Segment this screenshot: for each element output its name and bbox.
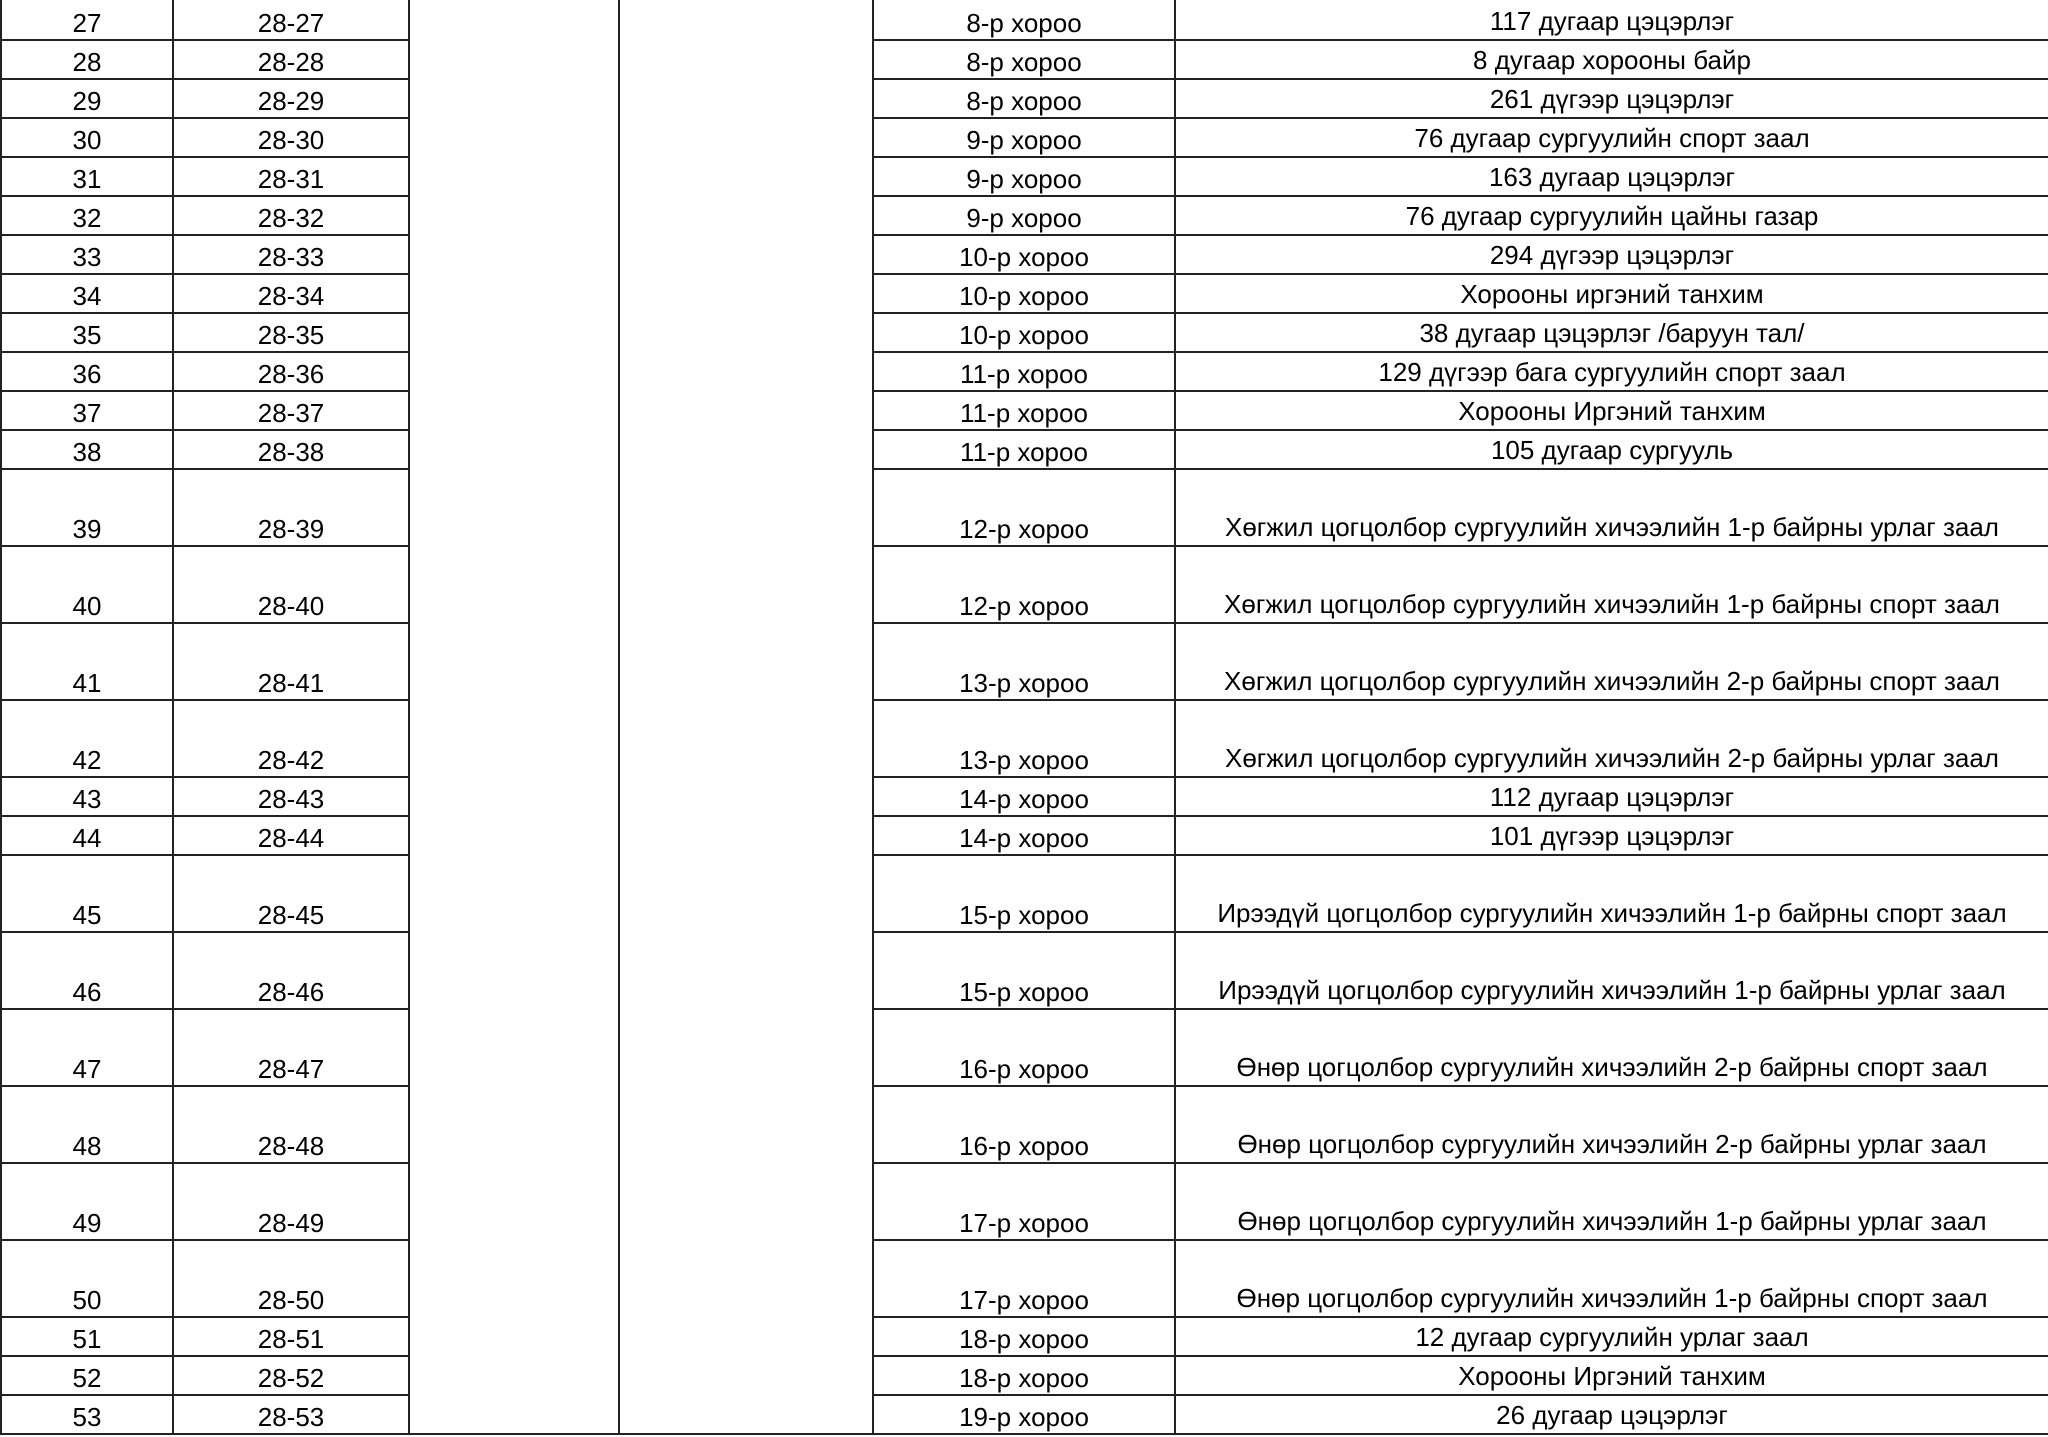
khoroo-cell: 8-р хороо bbox=[873, 40, 1175, 79]
khoroo-cell: 13-р хороо bbox=[873, 700, 1175, 777]
khoroo-cell: 18-р хороо bbox=[873, 1356, 1175, 1395]
location-cell: 101 дүгээр цэцэрлэг bbox=[1175, 816, 2048, 855]
khoroo-cell: 19-р хороо bbox=[873, 1395, 1175, 1434]
station-code-cell: 28-47 bbox=[173, 1009, 409, 1086]
station-code-cell: 28-44 bbox=[173, 816, 409, 855]
khoroo-cell: 17-р хороо bbox=[873, 1163, 1175, 1240]
empty-cell bbox=[409, 235, 619, 274]
station-code-cell: 28-46 bbox=[173, 932, 409, 1009]
location-cell: Өнөр цогцолбор сургуулийн хичээлийн 2-р байрны урлаг заал bbox=[1175, 1086, 2048, 1163]
table-row bbox=[1, 274, 2048, 313]
station-code-cell: 28-36 bbox=[173, 352, 409, 391]
row-number-cell: 51 bbox=[1, 1317, 173, 1356]
row-number-cell: 40 bbox=[1, 546, 173, 623]
khoroo-cell: 8-р хороо bbox=[873, 79, 1175, 118]
station-code-cell: 28-33 bbox=[173, 235, 409, 274]
station-code-cell: 28-27 bbox=[173, 0, 409, 40]
station-code-cell: 28-42 bbox=[173, 700, 409, 777]
table-row bbox=[1, 196, 2048, 235]
empty-cell bbox=[409, 274, 619, 313]
empty-cell bbox=[409, 1240, 619, 1317]
empty-cell bbox=[409, 118, 619, 157]
empty-cell bbox=[619, 1009, 873, 1086]
row-number-cell: 29 bbox=[1, 79, 173, 118]
row-number-cell: 36 bbox=[1, 352, 173, 391]
empty-cell bbox=[409, 1317, 619, 1356]
empty-cell bbox=[619, 235, 873, 274]
row-number-cell: 33 bbox=[1, 235, 173, 274]
empty-cell bbox=[619, 623, 873, 700]
empty-cell bbox=[619, 932, 873, 1009]
location-cell: Өнөр цогцолбор сургуулийн хичээлийн 1-р байрны спорт заал bbox=[1175, 1240, 2048, 1317]
empty-cell bbox=[619, 40, 873, 79]
row-number-cell: 48 bbox=[1, 1086, 173, 1163]
empty-cell bbox=[409, 932, 619, 1009]
table-row bbox=[1, 1009, 2048, 1086]
empty-cell bbox=[409, 157, 619, 196]
table-row bbox=[1, 777, 2048, 816]
empty-cell bbox=[619, 79, 873, 118]
empty-cell bbox=[409, 700, 619, 777]
khoroo-cell: 8-р хороо bbox=[873, 0, 1175, 40]
table-row bbox=[1, 1395, 2048, 1434]
row-number-cell: 42 bbox=[1, 700, 173, 777]
table-row bbox=[1, 1356, 2048, 1395]
station-code-cell: 28-39 bbox=[173, 469, 409, 546]
empty-cell bbox=[409, 1163, 619, 1240]
empty-cell bbox=[619, 1163, 873, 1240]
empty-cell bbox=[619, 1317, 873, 1356]
khoroo-cell: 12-р хороо bbox=[873, 546, 1175, 623]
empty-cell bbox=[619, 469, 873, 546]
row-number-cell: 28 bbox=[1, 40, 173, 79]
empty-cell bbox=[409, 430, 619, 469]
location-cell: 163 дугаар цэцэрлэг bbox=[1175, 157, 2048, 196]
station-code-cell: 28-45 bbox=[173, 855, 409, 932]
location-cell: Ирээдүй цогцолбор сургуулийн хичээлийн 1-р байрны спорт заал bbox=[1175, 855, 2048, 932]
empty-cell bbox=[409, 777, 619, 816]
table-row bbox=[1, 235, 2048, 274]
row-number-cell: 45 bbox=[1, 855, 173, 932]
location-cell: 8 дугаар хорооны байр bbox=[1175, 40, 2048, 79]
station-code-cell: 28-40 bbox=[173, 546, 409, 623]
location-cell: 76 дугаар сургуулийн цайны газар bbox=[1175, 196, 2048, 235]
empty-cell bbox=[409, 313, 619, 352]
location-cell: Өнөр цогцолбор сургуулийн хичээлийн 2-р байрны спорт заал bbox=[1175, 1009, 2048, 1086]
station-code-cell: 28-49 bbox=[173, 1163, 409, 1240]
table-row bbox=[1, 816, 2048, 855]
table-row bbox=[1, 391, 2048, 430]
table-body bbox=[1, 0, 2048, 1434]
row-number-cell: 34 bbox=[1, 274, 173, 313]
station-code-cell: 28-28 bbox=[173, 40, 409, 79]
khoroo-cell: 11-р хороо bbox=[873, 430, 1175, 469]
row-number-cell: 35 bbox=[1, 313, 173, 352]
row-number-cell: 31 bbox=[1, 157, 173, 196]
khoroo-cell: 11-р хороо bbox=[873, 391, 1175, 430]
table-row bbox=[1, 546, 2048, 623]
empty-cell bbox=[409, 855, 619, 932]
empty-cell bbox=[409, 546, 619, 623]
station-code-cell: 28-32 bbox=[173, 196, 409, 235]
table-row bbox=[1, 1086, 2048, 1163]
khoroo-cell: 12-р хороо bbox=[873, 469, 1175, 546]
khoroo-cell: 10-р хороо bbox=[873, 235, 1175, 274]
table-row bbox=[1, 352, 2048, 391]
empty-cell bbox=[619, 546, 873, 623]
khoroo-cell: 14-р хороо bbox=[873, 777, 1175, 816]
location-cell: 105 дугаар сургууль bbox=[1175, 430, 2048, 469]
empty-cell bbox=[619, 196, 873, 235]
empty-cell bbox=[409, 469, 619, 546]
khoroo-cell: 14-р хороо bbox=[873, 816, 1175, 855]
table-row bbox=[1, 1317, 2048, 1356]
empty-cell bbox=[409, 40, 619, 79]
empty-cell bbox=[619, 1356, 873, 1395]
empty-cell bbox=[409, 196, 619, 235]
khoroo-cell: 17-р хороо bbox=[873, 1240, 1175, 1317]
row-number-cell: 39 bbox=[1, 469, 173, 546]
empty-cell bbox=[619, 118, 873, 157]
location-cell: 12 дугаар сургуулийн урлаг заал bbox=[1175, 1317, 2048, 1356]
table-row bbox=[1, 1163, 2048, 1240]
location-cell: Ирээдүй цогцолбор сургуулийн хичээлийн 1-р байрны урлаг заал bbox=[1175, 932, 2048, 1009]
khoroo-cell: 9-р хороо bbox=[873, 196, 1175, 235]
empty-cell bbox=[619, 352, 873, 391]
row-number-cell: 38 bbox=[1, 430, 173, 469]
khoroo-cell: 15-р хороо bbox=[873, 855, 1175, 932]
table-row bbox=[1, 469, 2048, 546]
location-cell: 261 дүгээр цэцэрлэг bbox=[1175, 79, 2048, 118]
empty-cell bbox=[409, 79, 619, 118]
location-cell: 26 дугаар цэцэрлэг bbox=[1175, 1395, 2048, 1434]
row-number-cell: 52 bbox=[1, 1356, 173, 1395]
empty-cell bbox=[619, 700, 873, 777]
station-code-cell: 28-52 bbox=[173, 1356, 409, 1395]
row-number-cell: 44 bbox=[1, 816, 173, 855]
row-number-cell: 27 bbox=[1, 0, 173, 40]
table-row bbox=[1, 118, 2048, 157]
empty-cell bbox=[409, 1395, 619, 1434]
empty-cell bbox=[409, 352, 619, 391]
empty-cell bbox=[619, 816, 873, 855]
station-code-cell: 28-31 bbox=[173, 157, 409, 196]
khoroo-cell: 15-р хороо bbox=[873, 932, 1175, 1009]
table-row bbox=[1, 932, 2048, 1009]
station-code-cell: 28-53 bbox=[173, 1395, 409, 1434]
khoroo-cell: 10-р хороо bbox=[873, 313, 1175, 352]
station-code-cell: 28-29 bbox=[173, 79, 409, 118]
khoroo-cell: 9-р хороо bbox=[873, 157, 1175, 196]
location-cell: Өнөр цогцолбор сургуулийн хичээлийн 1-р байрны урлаг заал bbox=[1175, 1163, 2048, 1240]
empty-cell bbox=[619, 855, 873, 932]
station-code-cell: 28-51 bbox=[173, 1317, 409, 1356]
table-row bbox=[1, 430, 2048, 469]
station-code-cell: 28-43 bbox=[173, 777, 409, 816]
location-cell: 76 дугаар сургуулийн спорт заал bbox=[1175, 118, 2048, 157]
station-code-cell: 28-34 bbox=[173, 274, 409, 313]
empty-cell bbox=[409, 0, 619, 40]
empty-cell bbox=[409, 1356, 619, 1395]
empty-cell bbox=[619, 777, 873, 816]
empty-cell bbox=[619, 313, 873, 352]
empty-cell bbox=[409, 391, 619, 430]
location-cell: Хорооны Иргэний танхим bbox=[1175, 391, 2048, 430]
empty-cell bbox=[409, 1086, 619, 1163]
location-cell: Хөгжил цогцолбор сургуулийн хичээлийн 1-р байрны урлаг заал bbox=[1175, 469, 2048, 546]
empty-cell bbox=[409, 623, 619, 700]
empty-cell bbox=[619, 1395, 873, 1434]
location-cell: Хөгжил цогцолбор сургуулийн хичээлийн 2-р байрны урлаг заал bbox=[1175, 700, 2048, 777]
khoroo-cell: 13-р хороо bbox=[873, 623, 1175, 700]
location-cell: Хөгжил цогцолбор сургуулийн хичээлийн 2-р байрны спорт заал bbox=[1175, 623, 2048, 700]
row-number-cell: 49 bbox=[1, 1163, 173, 1240]
station-code-cell: 28-41 bbox=[173, 623, 409, 700]
empty-cell bbox=[409, 816, 619, 855]
khoroo-cell: 11-р хороо bbox=[873, 352, 1175, 391]
row-number-cell: 47 bbox=[1, 1009, 173, 1086]
row-number-cell: 30 bbox=[1, 118, 173, 157]
table-row bbox=[1, 79, 2048, 118]
khoroo-cell: 18-р хороо bbox=[873, 1317, 1175, 1356]
location-cell: Хорооны иргэний танхим bbox=[1175, 274, 2048, 313]
khoroo-cell: 10-р хороо bbox=[873, 274, 1175, 313]
station-code-cell: 28-48 bbox=[173, 1086, 409, 1163]
row-number-cell: 32 bbox=[1, 196, 173, 235]
station-code-cell: 28-38 bbox=[173, 430, 409, 469]
empty-cell bbox=[619, 391, 873, 430]
row-number-cell: 46 bbox=[1, 932, 173, 1009]
row-number-cell: 37 bbox=[1, 391, 173, 430]
row-number-cell: 43 bbox=[1, 777, 173, 816]
table-row bbox=[1, 623, 2048, 700]
row-number-cell: 50 bbox=[1, 1240, 173, 1317]
station-code-cell: 28-30 bbox=[173, 118, 409, 157]
location-cell: 38 дугаар цэцэрлэг /баруун тал/ bbox=[1175, 313, 2048, 352]
empty-cell bbox=[409, 1009, 619, 1086]
location-cell: Хорооны Иргэний танхим bbox=[1175, 1356, 2048, 1395]
khoroo-cell: 16-р хороо bbox=[873, 1086, 1175, 1163]
table-row bbox=[1, 157, 2048, 196]
table-row bbox=[1, 0, 2048, 40]
location-cell: 112 дугаар цэцэрлэг bbox=[1175, 777, 2048, 816]
empty-cell bbox=[619, 157, 873, 196]
location-cell: 129 дүгээр бага сургуулийн спорт заал bbox=[1175, 352, 2048, 391]
khoroo-cell: 9-р хороо bbox=[873, 118, 1175, 157]
station-code-cell: 28-37 bbox=[173, 391, 409, 430]
empty-cell bbox=[619, 430, 873, 469]
row-number-cell: 41 bbox=[1, 623, 173, 700]
empty-cell bbox=[619, 1086, 873, 1163]
table-row bbox=[1, 40, 2048, 79]
station-code-cell: 28-35 bbox=[173, 313, 409, 352]
table-row bbox=[1, 700, 2048, 777]
khoroo-cell: 16-р хороо bbox=[873, 1009, 1175, 1086]
empty-cell bbox=[619, 0, 873, 40]
empty-cell bbox=[619, 274, 873, 313]
location-cell: 294 дүгээр цэцэрлэг bbox=[1175, 235, 2048, 274]
location-cell: Хөгжил цогцолбор сургуулийн хичээлийн 1-р байрны спорт заал bbox=[1175, 546, 2048, 623]
table-row bbox=[1, 313, 2048, 352]
table-row bbox=[1, 1240, 2048, 1317]
station-code-cell: 28-50 bbox=[173, 1240, 409, 1317]
empty-cell bbox=[619, 1240, 873, 1317]
row-number-cell: 53 bbox=[1, 1395, 173, 1434]
location-cell: 117 дугаар цэцэрлэг bbox=[1175, 0, 2048, 40]
table-row bbox=[1, 855, 2048, 932]
